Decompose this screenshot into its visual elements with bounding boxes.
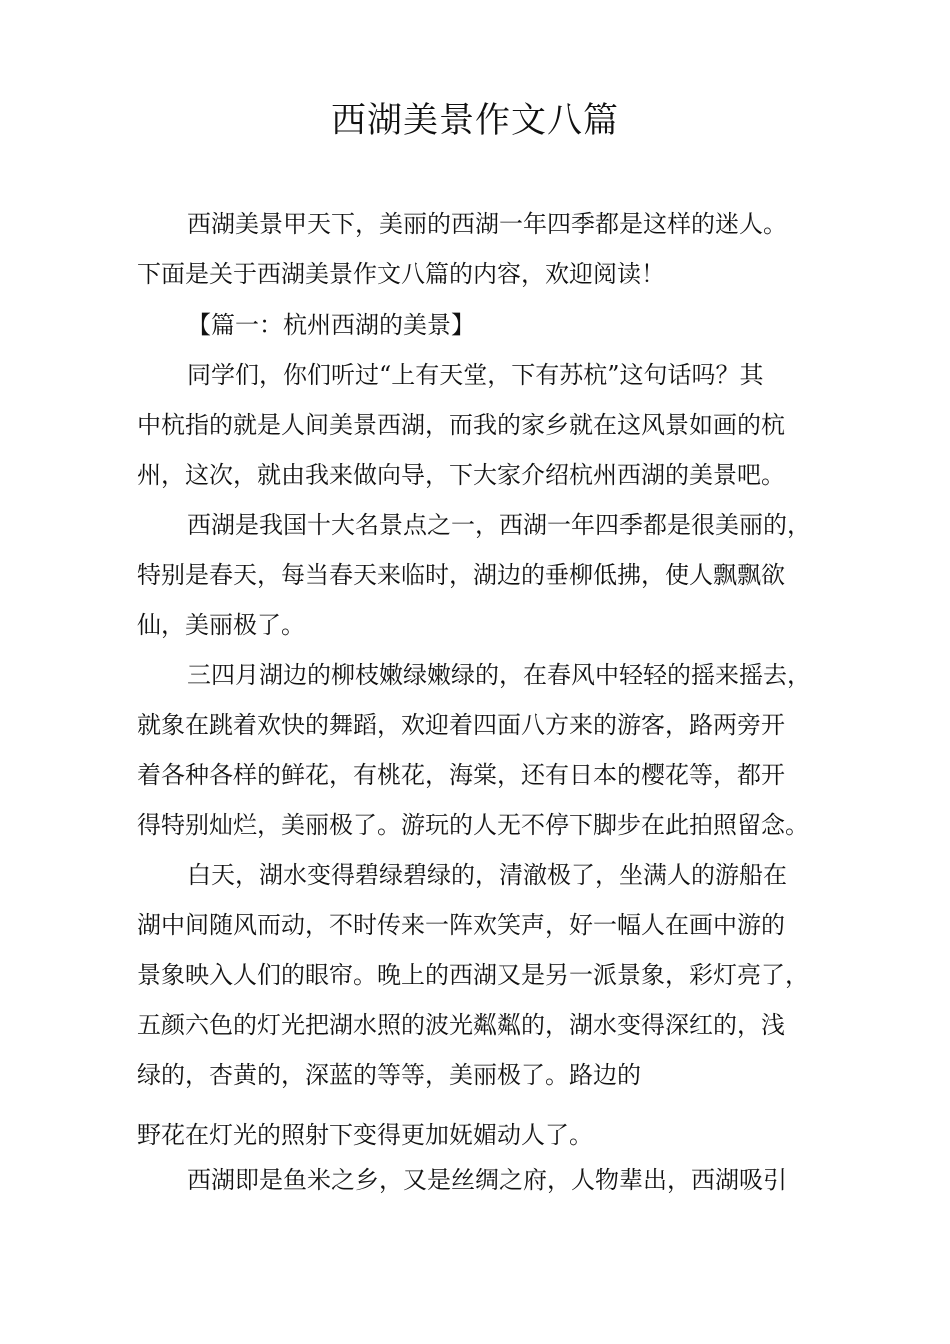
paragraph-line: 就象在跳着欢快的舞蹈，欢迎着四面八方来的游客，路两旁开	[137, 711, 785, 739]
paragraph-line: 下面是关于西湖美景作文八篇的内容，欢迎阅读！	[137, 260, 665, 288]
paragraph-line: 绿的，杏黄的，深蓝的等等，美丽极了。路边的	[137, 1061, 641, 1089]
paragraph-line: 五颜六色的灯光把湖水照的波光粼粼的，湖水变得深红的，浅	[137, 1011, 785, 1039]
paragraph-line: 湖中间随风而动，不时传来一阵欢笑声，好一幅人在画中游的	[137, 911, 785, 939]
paragraph-line: 西湖是我国十大名景点之一，西湖一年四季都是很美丽的，	[187, 511, 811, 539]
paragraph-line: 仙，美丽极了。	[137, 611, 305, 639]
paragraph-line: 得特别灿烂，美丽极了。游玩的人无不停下脚步在此拍照留念。	[137, 811, 809, 839]
paragraph-line: 野花在灯光的照射下变得更加妩媚动人了。	[137, 1121, 593, 1149]
paragraph-line: 三四月湖边的柳枝嫩绿嫩绿的，在春风中轻轻的摇来摇去，	[187, 661, 811, 689]
paragraph-line: 同学们，你们听过“上有天堂，下有苏杭”这句话吗？其	[187, 361, 764, 389]
paragraph-line: 西湖美景甲天下，美丽的西湖一年四季都是这样的迷人。	[187, 210, 787, 238]
paragraph-line: 特别是春天，每当春天来临时，湖边的垂柳低拂，使人飘飘欲	[137, 561, 785, 589]
paragraph-line: 中杭指的就是人间美景西湖，而我的家乡就在这风景如画的杭	[137, 411, 785, 439]
document-title: 西湖美景作文八篇	[330, 101, 619, 141]
paragraph-line: 着各种各样的鲜花，有桃花，海棠，还有日本的樱花等，都开	[137, 761, 785, 789]
paragraph-line: 西湖即是鱼米之乡，又是丝绸之府，人物辈出，西湖吸引	[187, 1166, 787, 1194]
paragraph-line: 景象映入人们的眼帘。晚上的西湖又是另一派景象，彩灯亮了，	[137, 961, 809, 989]
paragraph-line: 白天，湖水变得碧绿碧绿的，清澈极了，坐满人的游船在	[187, 861, 787, 889]
paragraph-line: 州，这次，就由我来做向导，下大家介绍杭州西湖的美景吧。	[137, 461, 785, 489]
section-heading: 【篇一：杭州西湖的美景】	[187, 311, 475, 339]
